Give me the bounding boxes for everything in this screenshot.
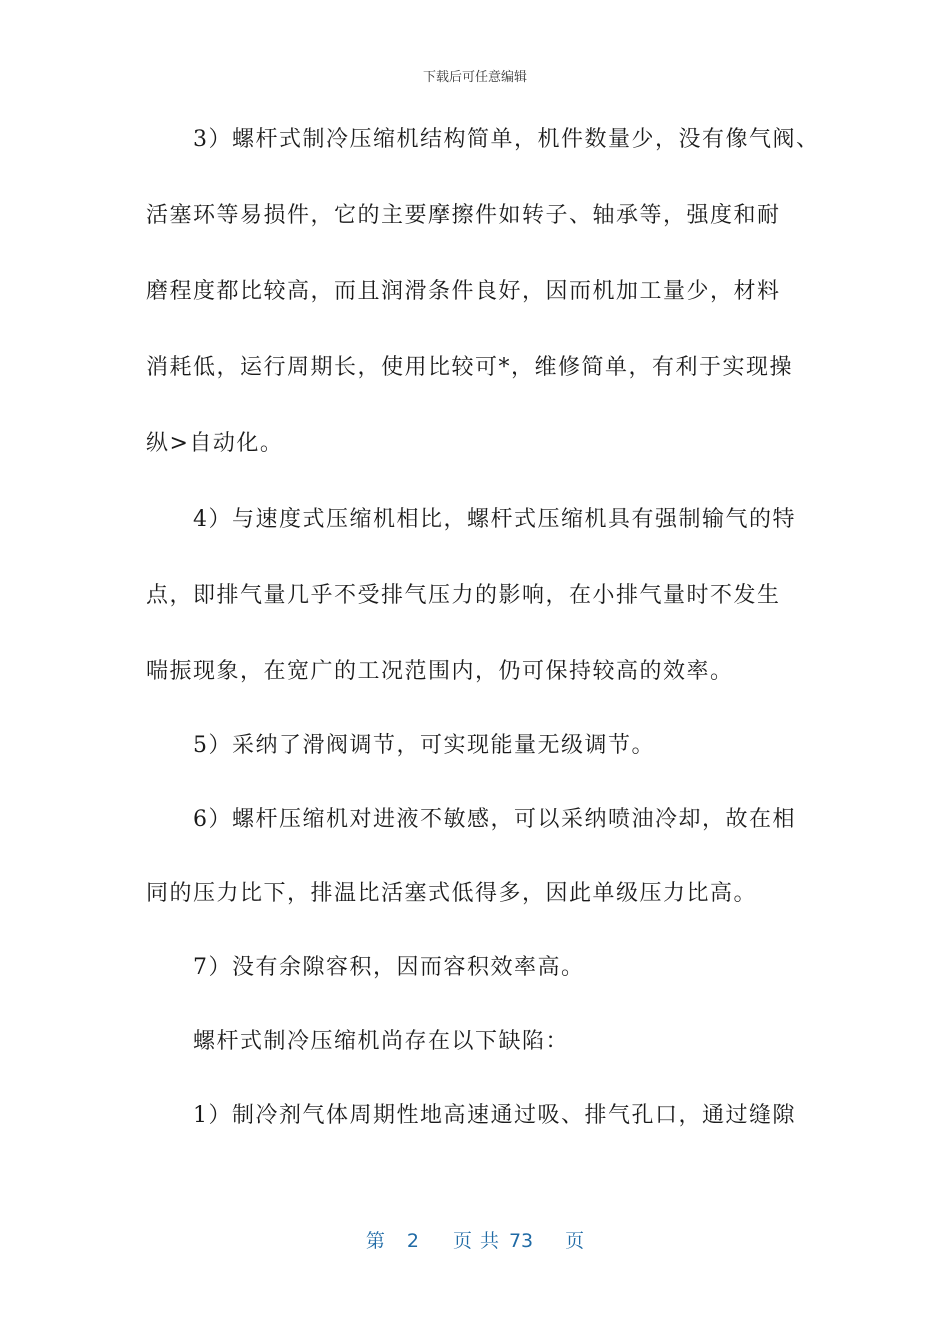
body-line: 1）制冷剂气体周期性地高速通过吸、排气孔口，通过缝隙: [146, 1103, 796, 1128]
footer-total-label: 共: [479, 1230, 499, 1252]
body-line: 7）没有余隙容积，因而容积效率高。: [146, 955, 585, 980]
body-line: 螺杆式制冷压缩机尚存在以下缺陷：: [146, 1029, 570, 1054]
body-line: 活塞环等易损件，它的主要摩擦件如转子、轴承等，强度和耐: [146, 203, 781, 228]
body-line: 消耗低，运行周期长，使用比较可*，维修简单，有利于实现操: [146, 355, 794, 380]
footer-total-pages: 73: [508, 1230, 534, 1252]
body-line: 磨程度都比较高，而且润滑条件良好，因而机加工量少，材料: [146, 279, 781, 304]
body-line: 3）螺杆式制冷压缩机结构简单，机件数量少，没有像气阀、: [146, 127, 820, 152]
body-line: 6）螺杆压缩机对进液不敏感，可以采纳喷油冷却，故在相: [146, 807, 796, 832]
footer-page-number: 2: [406, 1230, 419, 1252]
footer-prefix: 第: [365, 1230, 385, 1252]
body-line: 5）采纳了滑阀调节，可实现能量无级调节。: [146, 733, 655, 758]
page-header: 下载后可任意编辑: [422, 70, 527, 85]
footer-page-label: 页: [452, 1230, 472, 1252]
footer-suffix: 页: [565, 1230, 585, 1252]
body-line: 喘振现象，在宽广的工况范围内，仍可保持较高的效率。: [146, 659, 734, 684]
body-line: 同的压力比下，排温比活塞式低得多，因此单级压力比高。: [146, 881, 758, 906]
body-line: 4）与速度式压缩机相比，螺杆式压缩机具有强制输气的特: [146, 507, 796, 532]
body-line: 点，即排气量几乎不受排气压力的影响，在小排气量时不发生: [146, 583, 781, 608]
body-line: 纵>自动化。: [146, 431, 284, 456]
page-footer: [0, 1226, 950, 1253]
